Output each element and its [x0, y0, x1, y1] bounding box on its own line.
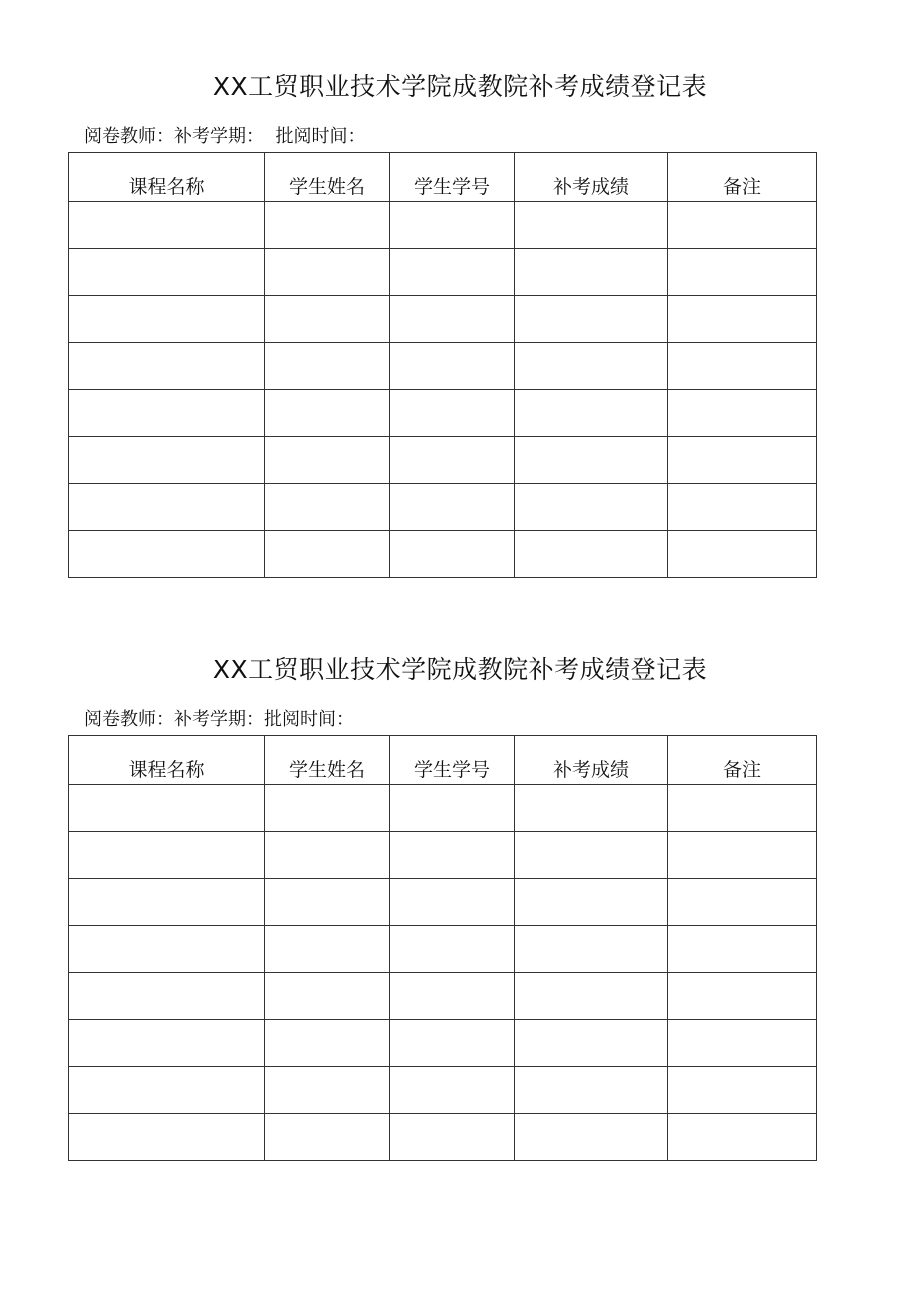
table-cell[interactable]: [515, 531, 668, 578]
table-cell[interactable]: [515, 390, 668, 437]
term-label: 补考学期：: [174, 126, 276, 147]
table-cell[interactable]: [69, 531, 265, 578]
table-cell[interactable]: [265, 390, 390, 437]
header-student-id: 学生学号: [390, 153, 515, 202]
table-cell[interactable]: [668, 390, 817, 437]
table-cell[interactable]: [265, 785, 390, 832]
table-cell[interactable]: [668, 531, 817, 578]
table-cell[interactable]: [69, 202, 265, 249]
table-cell[interactable]: [69, 343, 265, 390]
table-row: [69, 832, 817, 879]
table-row: [69, 926, 817, 973]
table-cell[interactable]: [69, 390, 265, 437]
header-student-id: 学生学号: [390, 736, 515, 785]
table-cell[interactable]: [515, 249, 668, 296]
table-cell[interactable]: [668, 1020, 817, 1067]
table-cell[interactable]: [668, 1114, 817, 1161]
table-cell[interactable]: [668, 484, 817, 531]
table-cell[interactable]: [69, 437, 265, 484]
table-row: [69, 249, 817, 296]
table-cell[interactable]: [390, 484, 515, 531]
review-time-label: 批阅时间：: [275, 126, 366, 147]
table-cell[interactable]: [265, 343, 390, 390]
table-cell[interactable]: [390, 879, 515, 926]
table-row: [69, 879, 817, 926]
table-cell[interactable]: [390, 390, 515, 437]
review-time-label: 批阅时间：: [264, 709, 354, 730]
table-cell[interactable]: [390, 343, 515, 390]
table-cell[interactable]: [668, 437, 817, 484]
table-cell[interactable]: [668, 973, 817, 1020]
table-cell[interactable]: [69, 879, 265, 926]
table-cell[interactable]: [69, 249, 265, 296]
score-table: [68, 735, 817, 1161]
table-row: [69, 1020, 817, 1067]
form-meta: [84, 709, 354, 731]
table-cell[interactable]: [390, 437, 515, 484]
header-remarks: 备注: [668, 153, 817, 202]
table-cell[interactable]: [668, 249, 817, 296]
table-cell[interactable]: [265, 1114, 390, 1161]
header-remarks: 备注: [668, 736, 817, 785]
header-course-name: 课程名称: [69, 153, 265, 202]
table-cell[interactable]: [515, 202, 668, 249]
table-cell[interactable]: [668, 926, 817, 973]
table-cell[interactable]: [515, 879, 668, 926]
table-cell[interactable]: [265, 879, 390, 926]
form-title: XX工贸职业技术学院成教院补考成绩登记表: [212, 655, 708, 684]
header-row: [69, 153, 817, 202]
table-cell[interactable]: [265, 531, 390, 578]
table-row: [69, 484, 817, 531]
table-cell[interactable]: [390, 785, 515, 832]
table-cell[interactable]: [69, 1067, 265, 1114]
header-student-name: 学生姓名: [265, 153, 390, 202]
table-cell[interactable]: [69, 973, 265, 1020]
table-cell[interactable]: [668, 832, 817, 879]
table-cell[interactable]: [515, 1020, 668, 1067]
table-cell[interactable]: [515, 832, 668, 879]
form-title: XX工贸职业技术学院成教院补考成绩登记表: [212, 72, 708, 101]
table-cell[interactable]: [390, 296, 515, 343]
table-cell[interactable]: [265, 202, 390, 249]
table-cell[interactable]: [390, 926, 515, 973]
table-row: [69, 531, 817, 578]
table-cell[interactable]: [265, 484, 390, 531]
table-cell[interactable]: [265, 832, 390, 879]
form-meta: [84, 126, 365, 148]
table-cell[interactable]: [265, 296, 390, 343]
table-cell[interactable]: [668, 785, 817, 832]
score-table: [68, 152, 817, 578]
table-cell[interactable]: [515, 1067, 668, 1114]
term-label: 补考学期：: [174, 709, 264, 730]
table-cell[interactable]: [515, 1114, 668, 1161]
header-course-name: 课程名称: [69, 736, 265, 785]
table-cell[interactable]: [265, 926, 390, 973]
table-cell[interactable]: [390, 531, 515, 578]
header-row: [69, 736, 817, 785]
table-cell[interactable]: [265, 1020, 390, 1067]
table-cell[interactable]: [515, 343, 668, 390]
table-cell[interactable]: [265, 249, 390, 296]
table-row: [69, 296, 817, 343]
table-row: [69, 202, 817, 249]
table-cell[interactable]: [390, 832, 515, 879]
header-makeup-score: 补考成绩: [515, 153, 668, 202]
table-row: [69, 1114, 817, 1161]
table-cell[interactable]: [69, 484, 265, 531]
table-cell[interactable]: [515, 973, 668, 1020]
header-makeup-score: 补考成绩: [515, 736, 668, 785]
table-cell[interactable]: [515, 785, 668, 832]
grader-label: 阅卷教师：: [84, 709, 174, 730]
table-cell[interactable]: [390, 1067, 515, 1114]
table-cell[interactable]: [668, 296, 817, 343]
table-cell[interactable]: [69, 1114, 265, 1161]
table-cell[interactable]: [69, 785, 265, 832]
table-cell[interactable]: [390, 202, 515, 249]
table-cell[interactable]: [668, 343, 817, 390]
table-cell[interactable]: [69, 296, 265, 343]
grader-label: 阅卷教师：: [84, 126, 174, 147]
header-student-name: 学生姓名: [265, 736, 390, 785]
table-cell[interactable]: [390, 1020, 515, 1067]
table-cell[interactable]: [668, 879, 817, 926]
table-row: [69, 343, 817, 390]
table-cell[interactable]: [265, 973, 390, 1020]
table-cell[interactable]: [515, 296, 668, 343]
table-row: [69, 785, 817, 832]
table-row: [69, 390, 817, 437]
table-cell[interactable]: [515, 437, 668, 484]
table-row: [69, 973, 817, 1020]
table-cell[interactable]: [390, 1114, 515, 1161]
table-row: [69, 437, 817, 484]
table-cell[interactable]: [515, 926, 668, 973]
table-cell[interactable]: [390, 249, 515, 296]
table-cell[interactable]: [668, 202, 817, 249]
table-cell[interactable]: [265, 1067, 390, 1114]
table-cell[interactable]: [69, 832, 265, 879]
table-cell[interactable]: [265, 437, 390, 484]
table-cell[interactable]: [515, 484, 668, 531]
table-cell[interactable]: [69, 1020, 265, 1067]
table-cell[interactable]: [668, 1067, 817, 1114]
table-row: [69, 1067, 817, 1114]
table-cell[interactable]: [69, 926, 265, 973]
table-cell[interactable]: [390, 973, 515, 1020]
